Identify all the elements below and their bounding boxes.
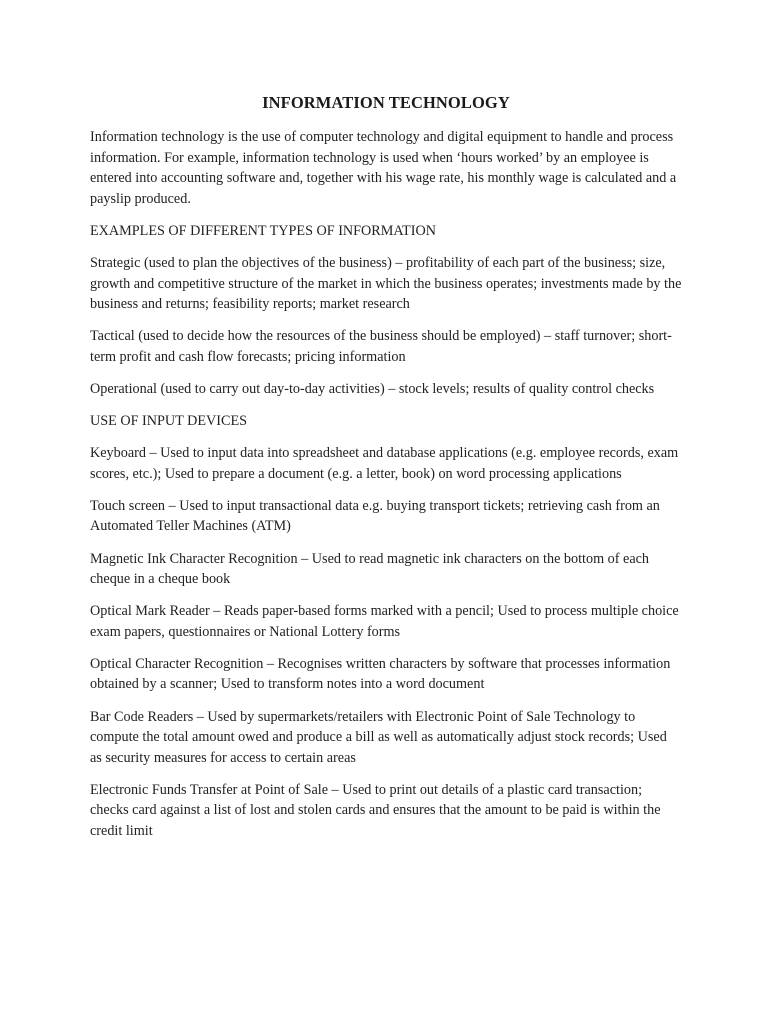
- paragraph-omr: Optical Mark Reader – Reads paper-based forms marked with a pencil; Used to process multiple choice exam papers, questionnaires or National Lottery forms: [90, 603, 679, 640]
- section-heading-input-devices: USE OF INPUT DEVICES: [90, 413, 247, 430]
- paragraph-tactical: Tactical (used to decide how the resources of the business should be employed) – staff turnover; short-term profit and cash flow forecasts; pricing information: [90, 328, 672, 365]
- paragraph-eftpos: Electronic Funds Transfer at Point of Sale – Used to print out details of a plastic card transaction; checks card against a list of lost and stolen cards and ensures that the amount to be paid is within the credit limit: [90, 781, 661, 840]
- document-page: [90, 93, 682, 853]
- paragraph-operational: Operational (used to carry out day-to-day activities) – stock levels; results of quality control checks: [90, 380, 655, 397]
- paragraph-ocr: Optical Character Recognition – Recognises written characters by software that processes information obtained by a scanner; Used to transform notes into a word document: [90, 655, 671, 693]
- paragraph-strategic: Strategic (used to plan the objectives of the business) – profitability of each part of the business; size, growth and competitive structure of the market in which the business operates; investments made by the business and returns; feasibility reports; market research: [90, 254, 682, 313]
- paragraph-micr: Magnetic Ink Character Recognition – Used to read magnetic ink characters on the bottom of each cheque in a cheque book: [90, 550, 650, 588]
- document-title: INFORMATION TECHNOLOGY: [262, 93, 510, 112]
- section-heading-information-types: EXAMPLES OF DIFFERENT TYPES OF INFORMATION: [90, 222, 436, 239]
- paragraph-touch-screen: Touch screen – Used to input transactional data e.g. buying transport tickets; retrieving cash from an Automated Teller Machines (ATM): [90, 497, 660, 535]
- paragraph-keyboard: Keyboard – Used to input data into spreadsheet and database applications (e.g. employee records, exam scores, etc.); Used to prepare a document (e.g. a letter, book) on word processing applications: [90, 445, 679, 482]
- intro-paragraph: Information technology is the use of computer technology and digital equipment to handle and process information. For example, information technology is used when ‘hours worked’ by an employee is entered into accounting software and, together with his wage rate, his monthly wage is calculated and a payslip produced.: [90, 129, 677, 207]
- paragraph-bar-code-readers: Bar Code Readers – Used by supermarkets/retailers with Electronic Point of Sale Technology to compute the total amount owed and produce a bill as well as automatically adjust stock records; Used as security measures for access to certain areas: [90, 708, 667, 766]
